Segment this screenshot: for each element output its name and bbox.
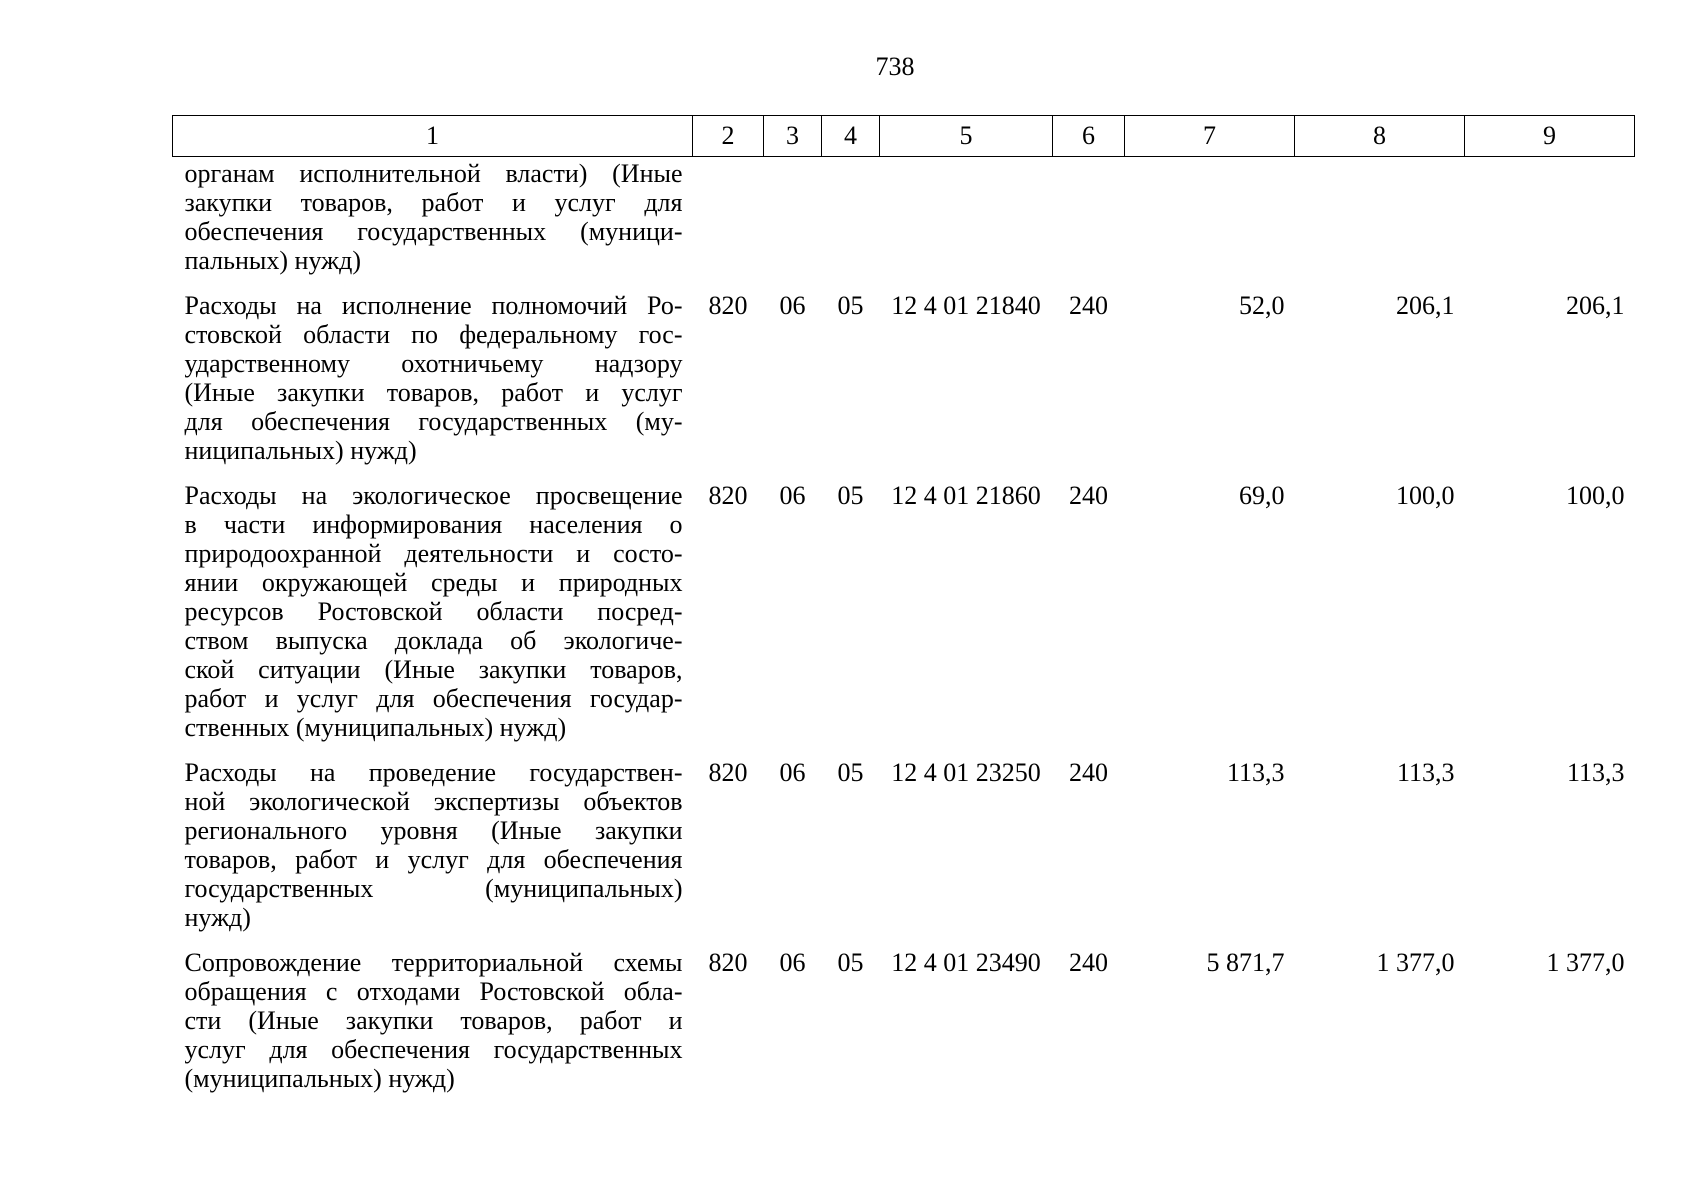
target-item-code: 12 4 01 23250 — [891, 758, 1041, 787]
expense-type-code: 240 — [1069, 291, 1108, 320]
description-line: Расходы на экологическое просвещение — [184, 481, 683, 510]
description-line: работ и услуг для обеспечения государ- — [184, 684, 683, 713]
subsection-code: 05 — [837, 291, 864, 320]
description-line: нужд) — [184, 903, 251, 932]
amount-col-8: 1 377,0 — [1376, 948, 1455, 977]
page-number: 738 — [875, 52, 915, 81]
header-cell-6: 6 — [1053, 116, 1125, 157]
description-line: в части информирования населения о — [184, 510, 683, 539]
section-code: 06 — [779, 481, 806, 510]
description-line: Сопровождение территориальной схемы — [184, 948, 683, 977]
amount-col-9 — [1465, 157, 1635, 292]
description-line: ной экологической экспертизы объектов — [184, 787, 683, 816]
header-cell-5: 5 — [880, 116, 1053, 157]
description-line: (муниципальных) нужд) — [184, 1064, 455, 1093]
description-line: товаров, работ и услуг для обеспечения — [184, 845, 683, 874]
description-line: ством выпуска доклада об экологиче- — [184, 626, 683, 655]
table-row — [173, 291, 1635, 481]
amount-col-8: 206,1 — [1396, 291, 1455, 320]
amount-col-7 — [1125, 157, 1295, 292]
section-code — [764, 157, 822, 292]
section-code: 06 — [779, 948, 806, 977]
row-description — [173, 291, 693, 481]
description-line: ственных (муниципальных) нужд) — [184, 713, 567, 742]
amount-col-9: 1 377,0 — [1546, 948, 1625, 977]
target-item-code: 12 4 01 21840 — [891, 291, 1041, 320]
description-line: ударственному охотничьему надзору — [184, 349, 683, 378]
header-cell-4: 4 — [822, 116, 880, 157]
description-line: Расходы на проведение государствен- — [184, 758, 683, 787]
table-row — [173, 157, 1635, 292]
description-line: обращения с отходами Ростовской обла- — [184, 977, 683, 1006]
subsection-code: 05 — [837, 481, 864, 510]
ministry-code: 820 — [708, 948, 748, 977]
description-line: для обеспечения государственных (му- — [184, 407, 683, 436]
header-cell-3: 3 — [764, 116, 822, 157]
expense-type-code: 240 — [1069, 481, 1108, 510]
description-line: (Иные закупки товаров, работ и услуг — [184, 378, 683, 407]
description-line: органам исполнительной власти) (Иные — [184, 159, 683, 188]
description-line: Расходы на исполнение полномочий Ро- — [184, 291, 683, 320]
expense-type-code — [1053, 157, 1125, 292]
description-line: ниципальных) нужд) — [184, 436, 417, 465]
description-line: закупки товаров, работ и услуг для — [184, 188, 683, 217]
description-line: пальных) нужд) — [184, 246, 361, 275]
section-code: 06 — [779, 291, 806, 320]
row-description — [173, 481, 693, 758]
ministry-code: 820 — [708, 291, 748, 320]
amount-col-7: 113,3 — [1226, 758, 1285, 787]
header-row — [173, 116, 1635, 157]
table-row — [173, 948, 1635, 1109]
amount-col-9: 206,1 — [1566, 291, 1625, 320]
header-cell-9: 9 — [1465, 116, 1635, 157]
row-description — [173, 948, 693, 1109]
expense-type-code: 240 — [1069, 948, 1108, 977]
target-item-code: 12 4 01 21860 — [891, 481, 1041, 510]
description-line: природоохранной деятельности и состо- — [184, 539, 683, 568]
row-description — [173, 157, 693, 292]
description-line: янии окружающей среды и природных — [184, 568, 683, 597]
header-cell-1: 1 — [173, 116, 693, 157]
ministry-code: 820 — [708, 481, 748, 510]
budget-table — [172, 115, 1635, 1109]
target-item-code — [880, 157, 1053, 292]
description-line: стовской области по федеральному гос- — [184, 320, 683, 349]
description-line: ресурсов Ростовской области посред- — [184, 597, 683, 626]
ministry-code: 820 — [708, 758, 748, 787]
ministry-code — [693, 157, 764, 292]
amount-col-8 — [1295, 157, 1465, 292]
header-cell-8: 8 — [1295, 116, 1465, 157]
amount-col-8: 100,0 — [1396, 481, 1455, 510]
header-cell-2: 2 — [693, 116, 764, 157]
section-code: 06 — [779, 758, 806, 787]
description-line: сти (Иные закупки товаров, работ и — [184, 1006, 683, 1035]
description-line: услуг для обеспечения государственных — [184, 1035, 683, 1064]
description-line: обеспечения государственных (муници- — [184, 217, 683, 246]
subsection-code — [822, 157, 880, 292]
expense-type-code: 240 — [1069, 758, 1108, 787]
amount-col-9: 100,0 — [1566, 481, 1625, 510]
amount-col-9: 113,3 — [1566, 758, 1625, 787]
target-item-code: 12 4 01 23490 — [891, 948, 1041, 977]
amount-col-7: 5 871,7 — [1206, 948, 1285, 977]
description-line: государственных (муниципальных) — [184, 874, 683, 903]
subsection-code: 05 — [837, 948, 864, 977]
subsection-code: 05 — [837, 758, 864, 787]
row-description — [173, 758, 693, 948]
amount-col-7: 52,0 — [1239, 291, 1285, 320]
table-body — [173, 157, 1635, 1110]
header-cell-7: 7 — [1125, 116, 1295, 157]
description-line: регионального уровня (Иные закупки — [184, 816, 683, 845]
table-row — [173, 758, 1635, 948]
description-line: ской ситуации (Иные закупки товаров, — [184, 655, 683, 684]
table-row — [173, 481, 1635, 758]
amount-col-7: 69,0 — [1239, 481, 1285, 510]
amount-col-8: 113,3 — [1396, 758, 1455, 787]
